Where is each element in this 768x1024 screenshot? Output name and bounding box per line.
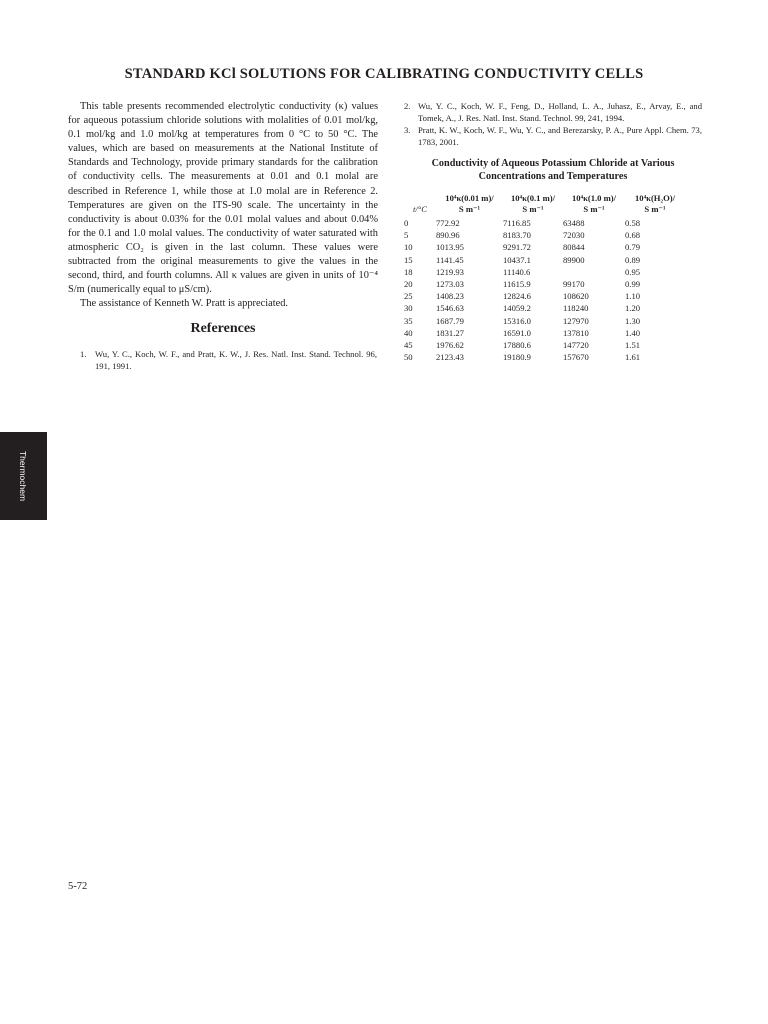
table-cell: 25 [404,291,413,302]
table-row [404,351,685,363]
header-line: S m⁻¹ [522,203,544,214]
table-cell: 0.89 [625,254,641,265]
table-row [404,327,685,339]
table-cell: 127970 [563,315,589,326]
table-cell: 17880.6 [503,340,531,351]
table-cell: 0.95 [625,266,641,277]
table-cell: 89900 [563,254,585,265]
table-cell: 0.79 [625,242,641,253]
table-cell: 50 [404,352,413,363]
header-line: 10⁴κ(0.01 m)/ [445,193,494,203]
table-cell: 11140.6 [503,266,531,277]
table-cell: 1.10 [625,291,641,302]
table-cell: 63488 [563,218,585,228]
table-cell: 1.61 [625,352,641,363]
reference-number: 1. [80,349,87,359]
table-cell: 1141.45 [436,254,464,265]
acknowledgment-paragraph: The assistance of Kenneth W. Pratt is appreciated. [80,298,289,310]
table-cell: 72030 [563,230,585,241]
intro-text [68,100,378,311]
table-cell: 1687.79 [436,315,464,326]
table-cell: 40 [404,327,413,338]
table-cell: 137810 [563,327,589,338]
table-cell: 1273.03 [436,279,464,290]
table-cell: 30 [404,303,413,314]
table-cell: 890.96 [436,230,460,241]
reference-text: Wu, Y. C., Koch, W. F., Feng, D., Holland, L. A., Juhasz, E., Arvay, E., and Tomek, A., J. Res. Natl. Inst. Stand. Technol. 99, 241, 1994. [418,101,702,123]
table-cell: 45 [404,340,413,351]
table-cell: 10437.1 [503,254,531,265]
header-line: 10⁴κ(0.1 m)/ [510,193,556,203]
references-list-left [80,348,377,372]
reference-item [404,100,702,124]
table-cell: 10 [404,242,413,253]
table-cell: 1976.62 [436,340,464,351]
column-header-water [625,193,685,217]
table-cell: 1.20 [625,303,641,314]
header-line: 10⁴κ(H₂O)/ [635,193,675,203]
table-cell: 2123.43 [436,352,464,363]
reference-item [80,348,377,372]
section-side-tab [0,432,47,520]
table-cell: 1219.93 [436,266,464,277]
table-cell: 20 [404,279,413,290]
reference-number: 2. [404,101,411,111]
header-line: 10⁴κ(1.0 m)/ [571,193,617,203]
table-cell: 9291.72 [503,242,531,253]
table-cell: 0.68 [625,230,641,241]
table-row [404,266,685,278]
table-row [404,290,685,302]
table-cell: 99170 [563,279,585,290]
table-cell: 772.92 [436,218,460,228]
table-caption: Conductivity of Aqueous Potassium Chloride at Various Concentrations and Temperatures [431,158,675,182]
header-line: S m⁻¹ [644,203,666,214]
table-cell: 1831.27 [436,327,464,338]
column-header-temperature [404,193,436,217]
table-cell: 16591.0 [503,327,531,338]
table-cell: 0.99 [625,279,641,290]
header-line: S m⁻¹ [458,203,481,214]
table-cell: 14059.2 [503,303,531,314]
intro-paragraph: This table presents recommended electrolytic conductivity (κ) values for aqueous potassium chloride solutions with molalities of 0.01 mol/kg, 0.1 mol/kg and 1.0 mol/kg at temperatures from 0 °C to 50 °C. The values, which are based on measurements at the National Institute of Standards and Technology, provide primary standards for the calibration of conductivity cells. The measurements at 0.01 and 0.1 molal are described in Reference 1, while those at 1.0 molal are in Reference 2. Temperatures are given on the ITS-90 scale. The uncertainty in the conductivity is about 0.03% for the 0.01 molal values and about 0.04% for the 0.1 and 1.0 molal values. The conductivity of water saturated with atmospheric CO₂ is given in the last column. These values were subtracted from the original measurements to give the values in the second, third, and fourth columns. All κ values are given in units of 10⁻⁴ S/m (numerically equal to μS/cm). [68,101,378,296]
table-cell: 5 [404,230,409,241]
table-cell: 80844 [563,242,585,253]
table-header-row [404,193,685,217]
table-cell: 157670 [563,352,589,363]
table-cell: 19180.9 [503,352,531,363]
table-cell: 1546.63 [436,303,464,314]
table-cell: 7116.85 [503,218,531,228]
table-cell: 1.51 [625,340,641,351]
table-cell: 18 [404,266,413,277]
references-list-right [404,100,702,148]
reference-text: Pratt, K. W., Koch, W. F., Wu, Y. C., and Berezarsky, P. A., Pure Appl. Chem. 73, 1783, 2001. [418,125,702,147]
page-number: 5-72 [68,881,88,892]
table-cell: 8183.70 [503,230,531,241]
table-cell: 0.58 [625,218,641,228]
header-line: t/°C [413,203,427,214]
references-heading: References [190,321,256,336]
table-row [404,278,685,290]
table-row [404,229,685,241]
table-row [404,315,685,327]
column-header-kcl-01 [503,193,563,217]
table-row [404,241,685,253]
table-cell [563,266,625,278]
table-row [404,254,685,266]
column-header-kcl-001 [436,193,503,217]
table-cell: 11615.9 [503,279,531,290]
table-cell: 108620 [563,291,589,302]
table-cell: 35 [404,315,413,326]
table-cell: 1013.95 [436,242,464,253]
header-line: S m⁻¹ [583,203,605,214]
table-cell: 147720 [563,340,589,351]
reference-item [404,124,702,148]
table-cell: 1.30 [625,315,641,326]
table-cell: 15 [404,254,413,265]
table-cell: 1408.23 [436,291,464,302]
table-row [404,339,685,351]
conductivity-table [404,193,685,363]
column-header-kcl-10 [563,193,625,217]
side-tab-label: Thermochem [18,450,28,502]
table-row [404,302,685,314]
table-cell: 1.40 [625,327,641,338]
table-row [404,217,685,229]
table-cell: 0 [404,218,409,228]
table-cell: 118240 [563,303,589,314]
page-title: STANDARD KCl SOLUTIONS FOR CALIBRATING CONDUCTIVITY CELLS [124,66,644,82]
reference-number: 3. [404,125,411,135]
reference-text: Wu, Y. C., Koch, W. F., and Pratt, K. W., J. Res. Natl. Inst. Stand. Technol. 96, 191, 1991. [95,349,377,371]
table-cell: 15316.0 [503,315,531,326]
table-cell: 12824.6 [503,291,531,302]
